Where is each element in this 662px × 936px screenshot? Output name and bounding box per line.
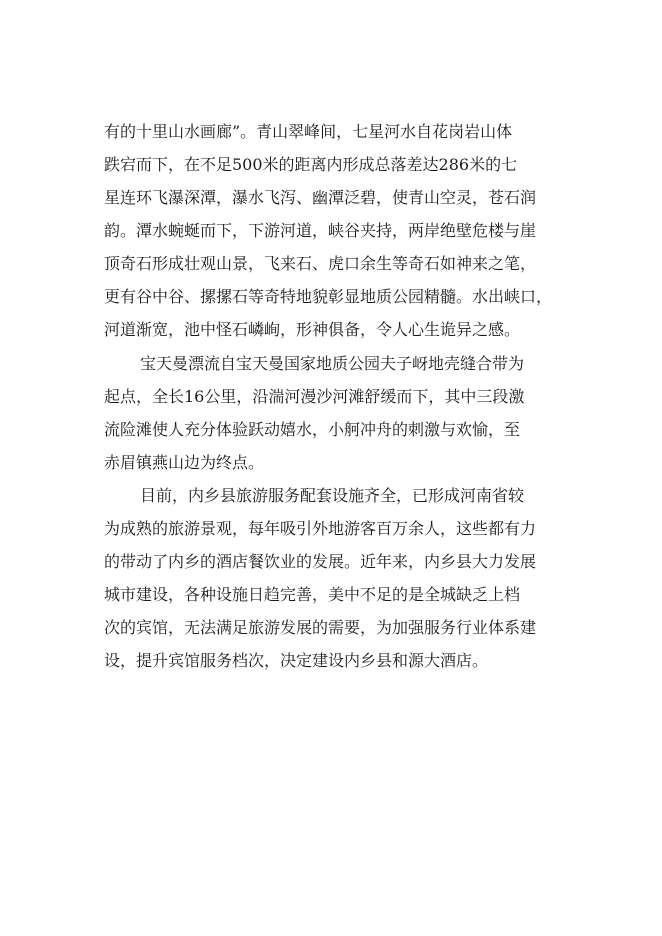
- text-line: 为成熟的旅游景观，每年吸引外地游客百万余人，这些都有力: [104, 519, 537, 538]
- text-line: 城市建设，各种设施日趋完善，美中不足的是全城缺乏上档: [104, 585, 521, 604]
- text-line: 次的宾馆，无法满足旅游发展的需要，为加强服务行业体系建: [104, 618, 537, 637]
- paragraph-start-line: 宝天曼漂流自宝天曼国家地质公园夫子岈地壳缝合带为: [140, 354, 525, 373]
- text-line: 有的十里山水画廊”。青山翠峰间，七星河水自花岗岩山体: [104, 122, 513, 141]
- text-line: 跌宕而下，在不足500米的距离内形成总落差达286米的七: [104, 155, 518, 174]
- text-line: 的带动了内乡的酒店餐饮业的发展。近年来，内乡县大力发展: [104, 552, 537, 571]
- text-line: 赤眉镇燕山边为终点。: [104, 453, 265, 472]
- paragraph-start-line: 目前，内乡县旅游服务配套设施齐全，已形成河南省较: [140, 486, 525, 505]
- text-line: 流险滩使人充分体验跃动嬉水，小舸冲舟的刺激与欢愉，至: [104, 420, 521, 439]
- text-line: 河道渐宽，池中怪石嶙峋，形神俱备，令人心生诡异之感。: [104, 320, 521, 339]
- text-line: 设，提升宾馆服务档次，决定建设内乡县和源大酒店。: [104, 651, 489, 670]
- text-line: 韵。潭水蜿蜒而下，下游河道，峡谷夹持，两岸绝壁危楼与崖: [104, 221, 537, 240]
- text-line: 更有谷中谷、摞摞石等奇特地貌彰显地质公园精髓。水出峡口，: [104, 287, 553, 306]
- text-line: 起点，全长16公里，沿湍河漫沙河滩舒缓而下，其中三段激: [104, 387, 525, 406]
- text-line: 星连环飞瀑深潭，瀑水飞泻、幽潭泛碧，使青山空灵，苍石润: [104, 188, 537, 207]
- text-line: 顶奇石形成壮观山景，飞来石、虎口余生等奇石如神来之笔，: [104, 254, 537, 273]
